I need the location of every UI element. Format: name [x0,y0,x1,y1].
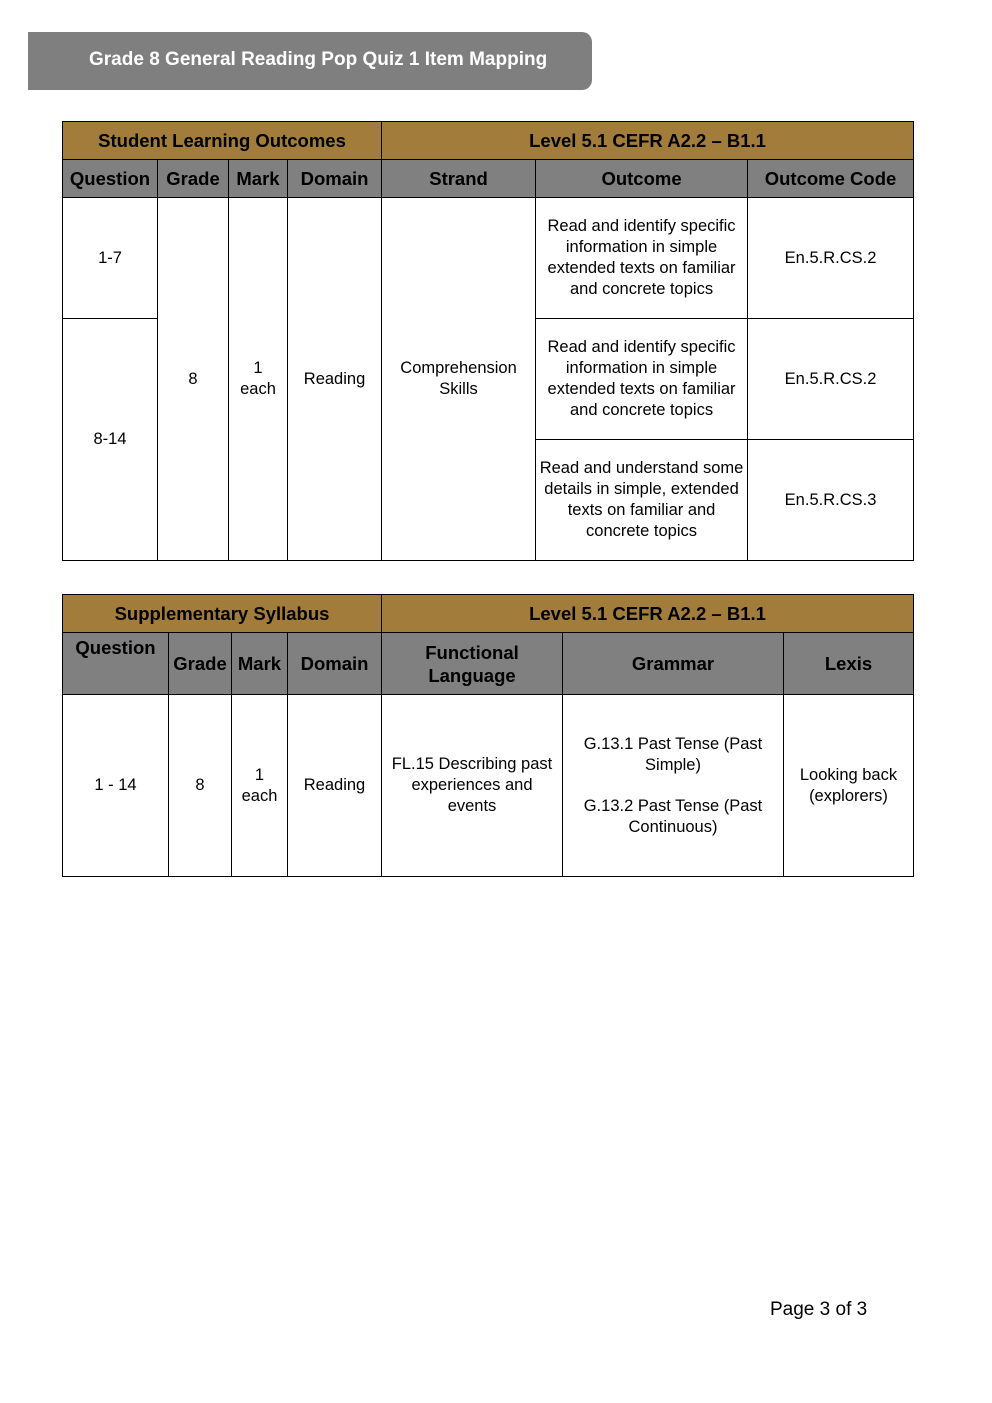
column-header: Strand [382,160,536,198]
column-header: Outcome [536,160,748,198]
column-header: Lexis [784,633,914,695]
lexis-cell: Looking back (explorers) [784,695,914,877]
column-header: Question [63,160,158,198]
column-header: Grammar [563,633,784,695]
mark-unit: each [240,380,276,398]
outcome-cell: Read and understand some details in simple, extended texts on familiar and concrete topics [536,440,748,561]
column-header: Grade [169,633,232,695]
outcome-code-cell: En.5.R.CS.2 [748,198,914,319]
column-header: Domain [288,633,382,695]
mark-cell [229,198,288,561]
mark-unit: each [241,786,278,805]
group-header-right: Level 5.1 CEFR A2.2 – B1.1 [382,122,914,160]
grade-cell: 8 [169,695,232,877]
learning-outcomes-table [62,121,914,561]
grammar-item: G.13.1 Past Tense (Past Simple) [583,734,763,774]
page-number: Page 3 of 3 [770,1299,868,1320]
group-header-left: Supplementary Syllabus [63,595,382,633]
domain-cell: Reading [288,695,382,877]
grammar-cell [563,695,784,877]
column-header: Outcome Code [748,160,914,198]
functional-language-cell: FL.15 Describing past experiences and events [382,695,563,877]
strand-line: Comprehension [400,359,517,377]
page-title: Grade 8 General Reading Pop Quiz 1 Item Mapping [28,32,592,90]
outcome-cell: Read and identify specific information in simple extended texts on familiar and concrete topics [536,319,748,440]
mark-value: 1 [253,359,263,377]
strand-line: Skills [439,380,478,398]
outcome-code-cell: En.5.R.CS.2 [748,319,914,440]
question-cell: 1-7 [63,198,158,319]
grade-cell: 8 [158,198,229,561]
grammar-item: G.13.2 Past Tense (Past Continuous) [583,796,763,836]
group-header-left: Student Learning Outcomes [63,122,382,160]
outcome-code-cell: En.5.R.CS.3 [748,440,914,561]
outcome-cell: Read and identify specific information in simple extended texts on familiar and concrete topics [536,198,748,319]
question-cell: 1 - 14 [63,695,169,877]
mark-cell [232,695,288,877]
column-header: Domain [288,160,382,198]
column-header: Question [63,633,169,695]
column-header: Grade [158,160,229,198]
column-header: Mark [232,633,288,695]
column-header: Functional Language [382,633,563,695]
group-header-right: Level 5.1 CEFR A2.2 – B1.1 [382,595,914,633]
column-header: Mark [229,160,288,198]
mark-value: 1 [254,765,265,784]
domain-cell: Reading [288,198,382,561]
question-cell: 8-14 [63,319,158,561]
supplementary-syllabus-table [62,594,914,877]
strand-cell [382,198,536,561]
